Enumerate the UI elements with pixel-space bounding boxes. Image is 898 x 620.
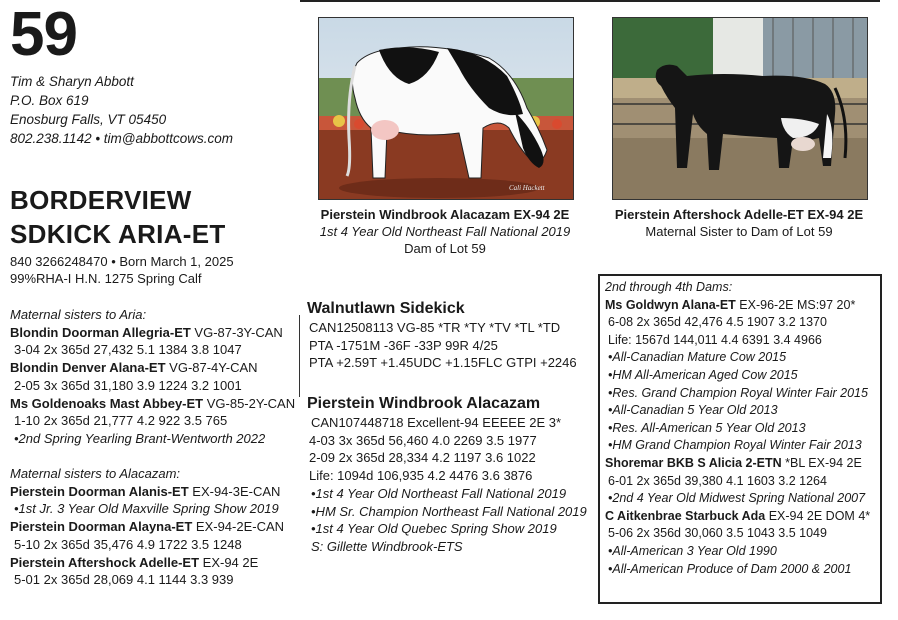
text-span: VG-87-3Y-CAN	[190, 324, 283, 340]
text-span: EX-94 2E	[199, 554, 259, 570]
award-line: •2nd Spring Yearling Brant-Wentworth 2022	[14, 430, 266, 446]
record-line: Life: 1567d 144,011 4.4 6391 3.4 4966	[608, 332, 822, 347]
text-span: *BL EX-94 2E	[781, 455, 862, 470]
list-item	[10, 395, 295, 413]
top-rule	[300, 0, 880, 2]
record-line: 1-10 2x 365d 21,777 4.2 922 3.5 765	[14, 413, 228, 429]
award-line: •HM Grand Champion Royal Winter Fair 2013	[608, 438, 862, 453]
sister-caption-sub: Maternal Sister to Dam of Lot 59	[645, 224, 833, 239]
maternal-sisters-aria	[10, 306, 295, 448]
sire-line1: CAN12508113 VG-85 *TR *TY *TV *TL *TD	[309, 320, 561, 335]
award-line: •2nd 4 Year Old Midwest Spring National 2007	[608, 491, 866, 506]
award-line: •1st Jr. 3 Year Old Maxville Spring Show 2019	[14, 501, 279, 517]
dams-box-content	[605, 279, 870, 578]
dam-caption-title: Pierstein Windbrook Alacazam EX-94 2E	[320, 207, 570, 222]
text-span: VG-85-2Y-CAN	[203, 395, 296, 411]
text-span: VG-87-4Y-CAN	[165, 360, 258, 376]
sister-caption-title: Pierstein Aftershock Adelle-ET EX-94 2E	[614, 207, 864, 222]
record-line: 6-01 2x 365d 39,380 4.1 1603 3.2 1264	[608, 473, 827, 488]
text-span: EX-94 2E DOM 4*	[765, 508, 871, 523]
text-span: Pierstein Doorman Alanis-ET	[10, 483, 189, 499]
dam-caption-sub2: Dam of Lot 59	[404, 241, 486, 256]
text-span: EX-96-2E MS:97 20*	[735, 297, 856, 312]
sister-photo	[612, 17, 868, 200]
consignor-address1: P.O. Box 619	[10, 93, 89, 108]
sire-block	[307, 299, 577, 372]
animal-name	[10, 183, 226, 251]
consignor-address2: Enosburg Falls, VT 05450	[10, 112, 167, 127]
dam-name: Pierstein Windbrook Alacazam	[307, 395, 541, 412]
animal-info-line: 99%RHA-I H.N. 1275 Spring Calf	[10, 271, 202, 286]
record-line: 5-10 2x 365d 35,476 4.9 1722 3.5 1248	[14, 536, 242, 552]
list-item	[10, 554, 284, 572]
dam-block	[307, 394, 587, 556]
award-line: •1st 4 Year Old Northeast Fall National 2019	[311, 485, 567, 501]
animal-registration	[10, 253, 234, 287]
text-span: EX-94-3E-CAN	[188, 483, 281, 499]
award-line: •All-Canadian 5 Year Old 2013	[608, 403, 778, 418]
record-line: 4-03 3x 365d 56,460 4.0 2269 3.5 1977	[309, 432, 537, 448]
record-line: 2-09 2x 365d 28,334 4.2 1197 3.6 1022	[309, 450, 536, 466]
cow-photo-dam	[319, 18, 573, 199]
award-line: •Res. Grand Champion Royal Winter Fair 2015	[608, 385, 868, 400]
text-span: Ms Goldwyn Alana-ET	[605, 297, 736, 312]
photo-watermark: Cali Hackett	[509, 184, 545, 192]
list-item	[605, 508, 870, 526]
sire-name: Walnutlawn Sidekick	[307, 300, 465, 317]
award-line: •HM All-American Aged Cow 2015	[608, 367, 798, 382]
consignor-name: Tim & Sharyn Abbott	[10, 74, 134, 89]
sire-line2: PTA -1751M -36F -33P 99R 4/25	[309, 337, 498, 353]
record-line: Life: 1094d 106,935 4.2 4476 3.6 3876	[309, 468, 533, 484]
record-line: 5-06 2x 356d 30,060 3.5 1043 3.5 1049	[608, 526, 827, 541]
animal-name-line2: SDKICK ARIA-ET	[10, 219, 226, 249]
section-heading: Maternal sisters to Alacazam:	[10, 466, 181, 481]
sire-bracket	[299, 315, 300, 397]
section-heading: Maternal sisters to Aria:	[10, 307, 147, 322]
award-line: •All-American 3 Year Old 1990	[608, 543, 777, 558]
maternal-sisters-alacazam	[10, 465, 284, 589]
record-line: 3-04 2x 365d 27,432 5.1 1384 3.8 1047	[14, 342, 242, 358]
award-line: •HM Sr. Champion Northeast Fall National 2019	[311, 503, 587, 519]
animal-name-line1: BORDERVIEW	[10, 185, 192, 215]
consignor-block	[10, 72, 233, 148]
text-span: EX-94-2E-CAN	[192, 519, 285, 535]
award-line: •1st 4 Year Old Quebec Spring Show 2019	[311, 521, 557, 537]
list-item	[10, 518, 284, 536]
award-line: •All-Canadian Mature Cow 2015	[608, 350, 787, 365]
dam-sire-line: S: Gillette Windbrook-ETS	[311, 538, 463, 554]
text-span: Blondin Doorman Allegria-ET	[10, 324, 191, 340]
lot-number: 59	[10, 0, 77, 69]
animal-reg-line: 840 3266248470 • Born March 1, 2025	[10, 254, 234, 269]
consignor-contact: 802.238.1142 • tim@abbottcows.com	[10, 131, 234, 146]
record-line: 2-05 3x 365d 31,180 3.9 1224 3.2 1001	[14, 377, 242, 393]
sire-line3: PTA +2.59T +1.45UDC +1.15FLC GTPI +2246	[309, 355, 577, 371]
record-line: 6-08 2x 365d 42,476 4.5 1907 3.2 1370	[608, 315, 827, 330]
cow-photo-sister	[613, 18, 867, 199]
list-item	[10, 324, 295, 342]
dam-reg: CAN107448718 Excellent-94 EEEEE 2E 3*	[311, 415, 562, 430]
text-span: Blondin Denver Alana-ET	[10, 360, 166, 376]
sister-photo-caption	[594, 206, 884, 240]
list-item	[605, 297, 870, 315]
list-item	[10, 359, 295, 377]
text-span: Pierstein Doorman Alayna-ET	[10, 519, 193, 535]
text-span: C Aitkenbrae Starbuck Ada	[605, 508, 766, 523]
section-heading: 2nd through 4th Dams:	[605, 280, 733, 294]
dam-caption-sub: 1st 4 Year Old Northeast Fall National 2019	[319, 224, 571, 239]
award-line: •Res. All-American 5 Year Old 2013	[608, 420, 806, 435]
list-item	[605, 455, 870, 473]
text-span: Shoremar BKB S Alicia 2-ETN	[605, 455, 782, 470]
award-line: •All-American Produce of Dam 2000 & 2001	[608, 561, 852, 576]
list-item	[10, 483, 284, 501]
text-span: Ms Goldenoaks Mast Abbey-ET	[10, 395, 204, 411]
dam-photo	[318, 17, 574, 200]
record-line: 5-01 2x 365d 28,069 4.1 1144 3.3 939	[14, 572, 234, 588]
text-span: Pierstein Aftershock Adelle-ET	[10, 554, 200, 570]
dam-photo-caption	[300, 206, 590, 257]
